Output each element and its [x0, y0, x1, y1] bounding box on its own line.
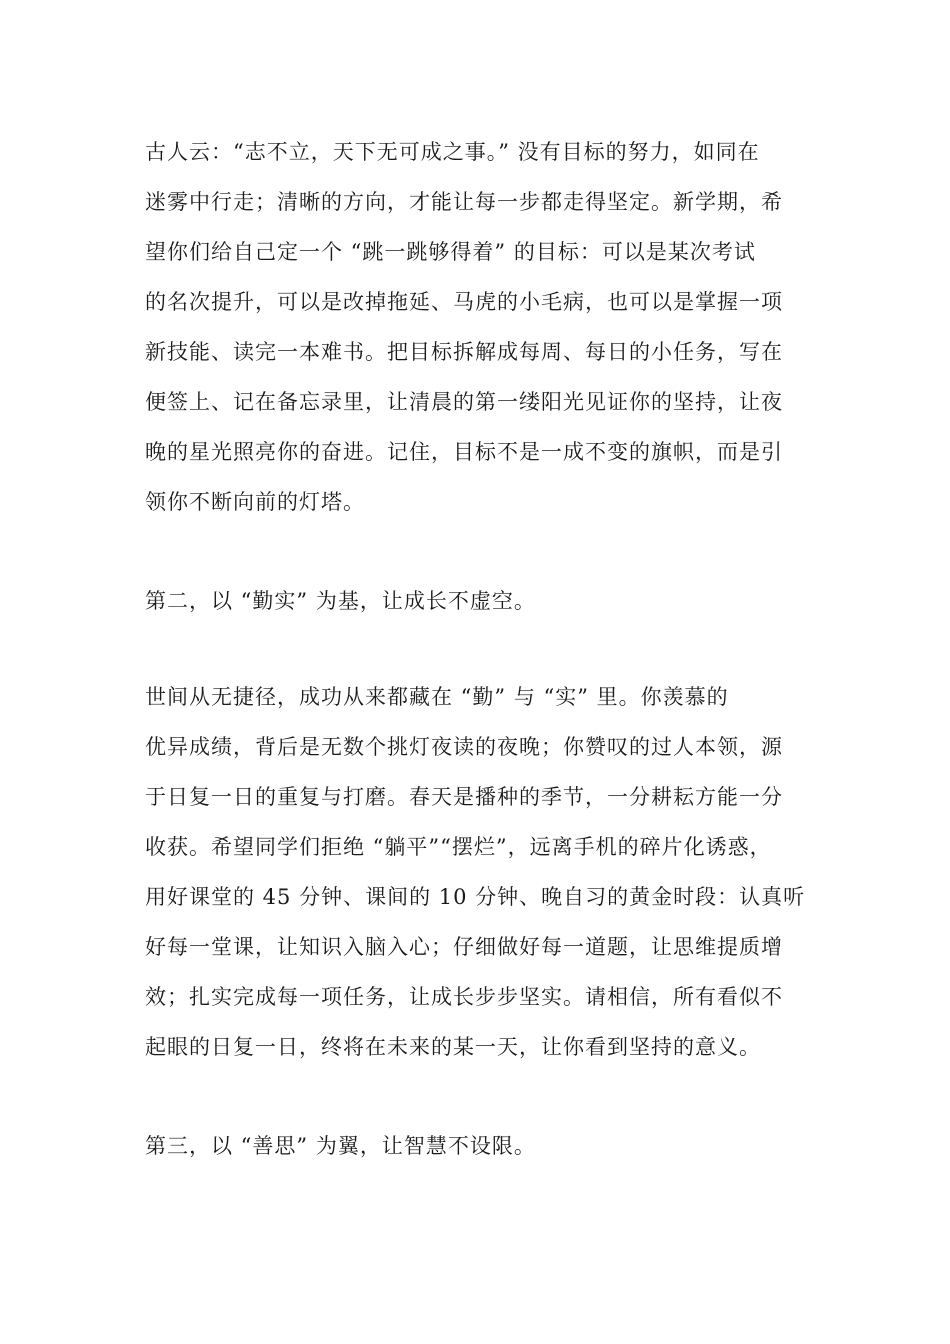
paragraph-line: 便签上、记在备忘录里，让清晨的第一缕阳光见证你的坚持，让夜: [145, 390, 783, 414]
paragraph-goal: [145, 127, 820, 527]
paragraph-line: 领你不断向前的灯塔。: [145, 490, 365, 514]
paragraph-line: 起眼的日复一日，终将在未来的某一天，让你看到坚持的意义。: [145, 1035, 761, 1059]
paragraph-line: 世间从无捷径，成功从来都藏在 “勤” 与 “实” 里。你羡慕的: [145, 685, 729, 709]
paragraph-line: 新技能、读完一本难书。把目标拆解成每周、每日的小任务，写在: [145, 340, 783, 364]
paragraph-line: 于日复一日的重复与打磨。春天是播种的季节，一分耕耘方能一分: [145, 785, 783, 809]
paragraph-diligence: [145, 672, 820, 1072]
paragraph-line: 古人云：“志不立，天下无可成之事。” 没有目标的努力，如同在: [145, 140, 760, 164]
paragraph-line: 用好课堂的 45 分钟、课间的 10 分钟、晚自习的黄金时段：认真听: [145, 885, 806, 909]
paragraph-line: 迷雾中行走；清晰的方向，才能让每一步都走得坚定。新学期，希: [145, 190, 783, 214]
section-heading-third: [145, 1121, 820, 1171]
paragraph-line: 好每一堂课，让知识入脑入心；仔细做好每一道题，让思维提质增: [145, 935, 783, 959]
paragraph-line: 的名次提升，可以是改掉拖延、马虎的小毛病，也可以是掌握一项: [145, 290, 783, 314]
paragraph-line: 晚的星光照亮你的奋进。记住，目标不是一成不变的旗帜，而是引: [145, 440, 783, 464]
paragraph-line: 效；扎实完成每一项任务，让成长步步坚实。请相信，所有看似不: [145, 985, 783, 1009]
section-heading-second: [145, 576, 820, 626]
paragraph-line: 望你们给自己定一个 “跳一跳够得着” 的目标：可以是某次考试: [145, 240, 756, 264]
heading-text: 第二，以 “勤实” 为基，让成长不虚空。: [145, 589, 536, 613]
paragraph-line: 优异成绩，背后是无数个挑灯夜读的夜晚；你赞叹的过人本领，源: [145, 735, 783, 759]
heading-text: 第三，以 “善思” 为翼，让智慧不设限。: [145, 1134, 536, 1158]
paragraph-line: 收获。希望同学们拒绝 “躺平”“摆烂”，远离手机的碎片化诱惑，: [145, 835, 772, 859]
